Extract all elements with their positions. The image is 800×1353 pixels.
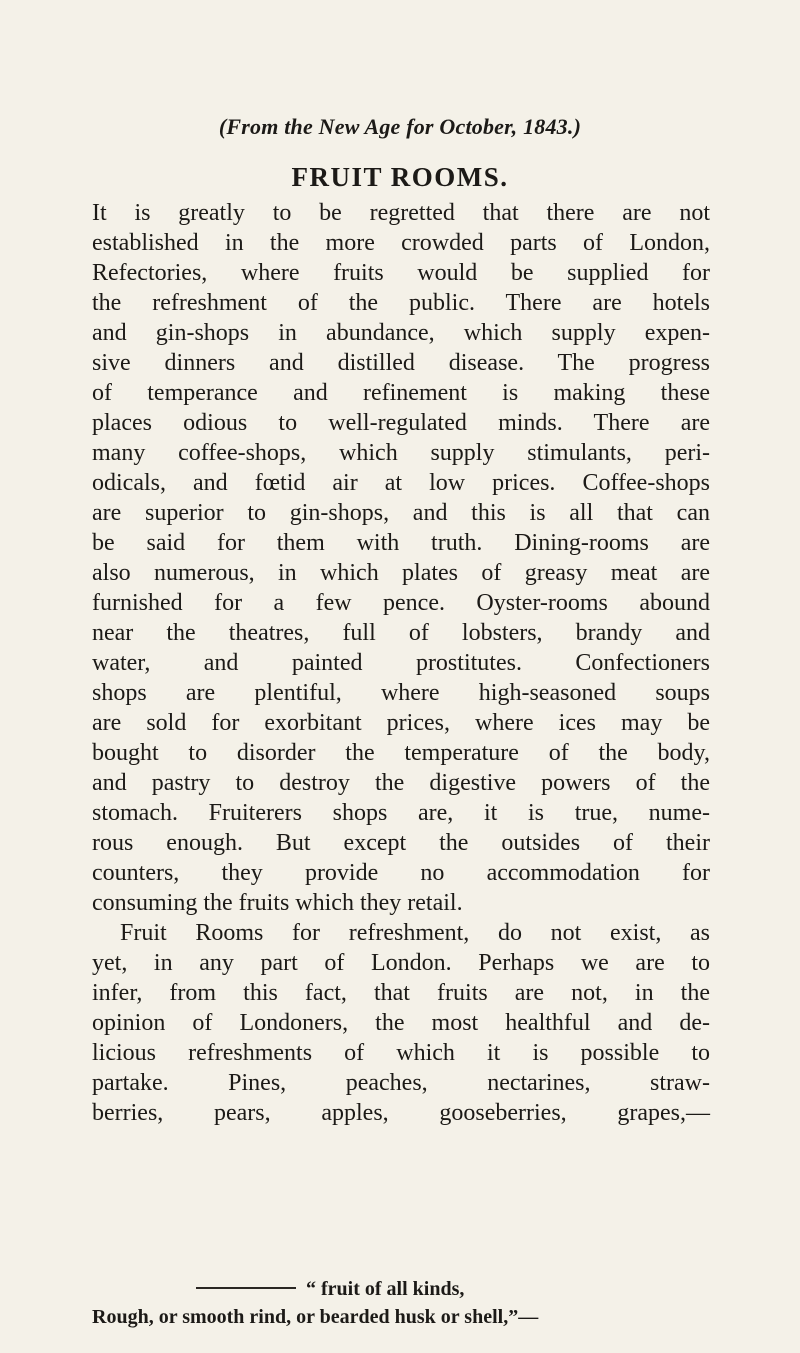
quote-text: “ fruit of all kinds, — [306, 1278, 465, 1300]
text-line: stomach. Fruiterers shops are, it is true, nume- — [92, 800, 710, 826]
verse-quote-line-1 — [196, 1278, 716, 1301]
text-line: odicals, and fœtid air at low prices. Coffee-shops — [92, 470, 710, 496]
text-line: and pastry to destroy the digestive powers of the — [92, 770, 710, 796]
text-line: are superior to gin-shops, and this is all that can — [92, 500, 710, 526]
text-line: Refectories, where fruits would be supplied for — [92, 260, 710, 286]
text-line: Fruit Rooms for refreshment, do not exist, as — [120, 920, 710, 946]
article-title: FRUIT ROOMS. — [291, 162, 509, 192]
text-line: the refreshment of the public. There are hotels — [92, 290, 710, 316]
text-line: infer, from this fact, that fruits are not, in the — [92, 980, 710, 1006]
text-line: partake. Pines, peaches, nectarines, straw- — [92, 1070, 710, 1096]
text-line: established in the more crowded parts of London, — [92, 230, 710, 256]
text-line: of temperance and refinement is making these — [92, 380, 710, 406]
text-line: places odious to well-regulated minds. There are — [92, 410, 710, 436]
text-line: opinion of Londoners, the most healthful and de- — [92, 1010, 710, 1036]
text-line: and gin-shops in abundance, which supply expen- — [92, 320, 710, 346]
text-line: many coffee-shops, which supply stimulants, peri- — [92, 440, 710, 466]
text-line: also numerous, in which plates of greasy meat are — [92, 560, 710, 586]
text-line: be said for them with truth. Dining-rooms are — [92, 530, 710, 556]
text-line: rous enough. But except the outsides of their — [92, 830, 710, 856]
text-line: It is greatly to be regretted that there are not — [92, 200, 710, 226]
text-line: bought to disorder the temperature of the body, — [92, 740, 710, 766]
text-line: shops are plentiful, where high-seasoned soups — [92, 680, 710, 706]
quote-dash-rule — [196, 1287, 296, 1289]
text-line: near the theatres, full of lobsters, brandy and — [92, 620, 710, 646]
text-line: are sold for exorbitant prices, where ices may be — [92, 710, 710, 736]
text-line: yet, in any part of London. Perhaps we are to — [92, 950, 710, 976]
text-line: counters, they provide no accommodation for — [92, 860, 710, 886]
text-line: water, and painted prostitutes. Confectioners — [92, 650, 710, 676]
text-line: consuming the fruits which they retail. — [92, 890, 463, 916]
text-line: berries, pears, apples, gooseberries, grapes,— — [92, 1100, 710, 1126]
text-line: sive dinners and distilled disease. The progress — [92, 350, 710, 376]
verse-quote-line-2: Rough, or smooth rind, or bearded husk or shell,”— — [92, 1306, 539, 1328]
text-line: furnished for a few pence. Oyster-rooms abound — [92, 590, 710, 616]
text-line: licious refreshments of which it is possible to — [92, 1040, 710, 1066]
source-attribution: (From the New Age for October, 1843.) — [218, 114, 582, 139]
